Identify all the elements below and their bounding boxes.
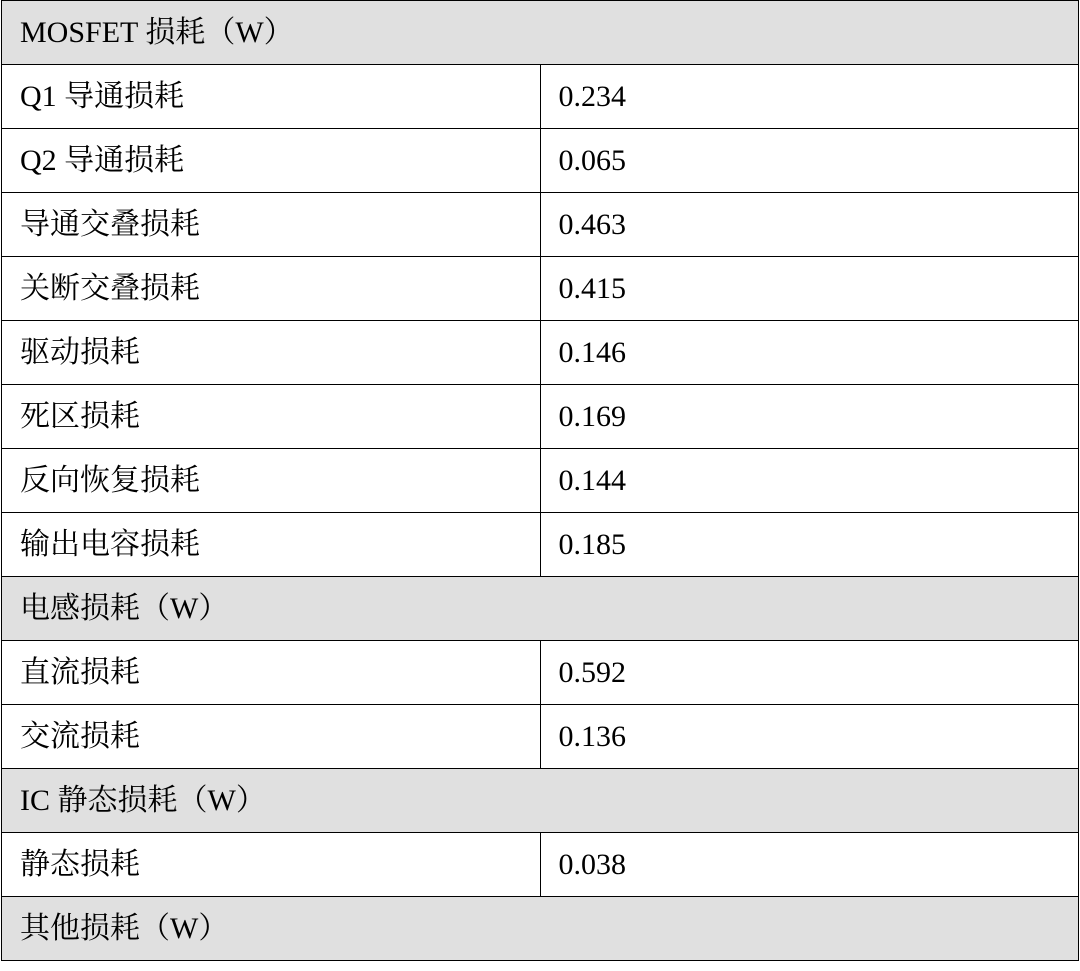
table-row: [2, 513, 1079, 577]
table-row: [2, 257, 1079, 321]
row-value: 0.463: [540, 193, 1079, 257]
table-row: [2, 385, 1079, 449]
section-title: MOSFET 损耗（W）: [2, 1, 1079, 65]
row-label: Q1 导通损耗: [2, 65, 541, 129]
row-value: 0.038: [540, 833, 1079, 897]
table-section-header: [2, 577, 1079, 641]
table-row: [2, 129, 1079, 193]
row-label: 静态损耗: [2, 833, 541, 897]
table-row: [2, 449, 1079, 513]
row-label: 驱动损耗: [2, 321, 541, 385]
table-section-header: [2, 1, 1079, 65]
section-title: 电感损耗（W）: [2, 577, 1079, 641]
table-row: [2, 321, 1079, 385]
table-row: [2, 193, 1079, 257]
row-label: 直流损耗: [2, 641, 541, 705]
table-row: [2, 705, 1079, 769]
row-value: 0.065: [540, 129, 1079, 193]
row-value: 0.146: [540, 321, 1079, 385]
row-label: 输出电容损耗: [2, 513, 541, 577]
table-section-header: [2, 769, 1079, 833]
row-value: 0.136: [540, 705, 1079, 769]
table-row: [2, 833, 1079, 897]
row-label: Q2 导通损耗: [2, 129, 541, 193]
table-body: [2, 1, 1079, 961]
power-loss-table: [1, 0, 1079, 961]
table-section-header: [2, 897, 1079, 961]
row-label: 反向恢复损耗: [2, 449, 541, 513]
row-value: 0.185: [540, 513, 1079, 577]
section-title: IC 静态损耗（W）: [2, 769, 1079, 833]
section-title: 其他损耗（W）: [2, 897, 1079, 961]
row-value: 0.169: [540, 385, 1079, 449]
row-value: 0.415: [540, 257, 1079, 321]
row-label: 关断交叠损耗: [2, 257, 541, 321]
row-label: 死区损耗: [2, 385, 541, 449]
row-value: 0.234: [540, 65, 1079, 129]
table-row: [2, 641, 1079, 705]
row-value: 0.144: [540, 449, 1079, 513]
row-value: 0.592: [540, 641, 1079, 705]
row-label: 交流损耗: [2, 705, 541, 769]
table-row: [2, 65, 1079, 129]
row-label: 导通交叠损耗: [2, 193, 541, 257]
